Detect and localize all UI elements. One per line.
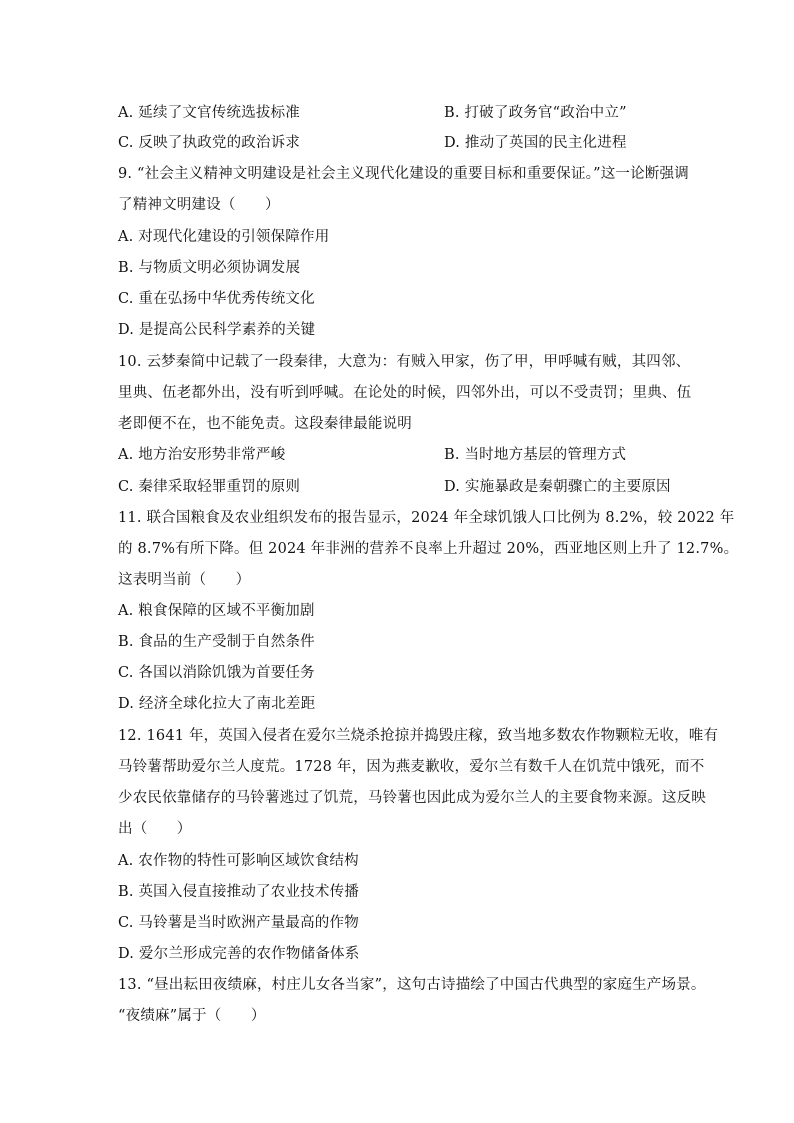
q9-option-c: C. 重在弘扬中华优秀传统文化 xyxy=(118,291,315,307)
q10-stem-line-1: 10. 云梦秦简中记载了一段秦律，大意为：有贼入甲家，伤了甲，甲呼喊有贼，其四邻、 xyxy=(118,354,691,370)
q8-option-c: C. 反映了执政党的政治诉求 xyxy=(118,135,301,151)
q9-stem-line-1: 9. “社会主义精神文明建设是社会主义现代化建设的重要目标和重要保证。”这一论断强调 xyxy=(118,166,689,182)
q13-stem-line-2: “夜绩麻”属于（ ） xyxy=(118,1008,266,1024)
q12-option-b: B. 英国入侵直接推动了农业技术传播 xyxy=(118,884,359,900)
q11-option-b: B. 食品的生产受制于自然条件 xyxy=(118,634,315,650)
q11-stem-line-1: 11. 联合国粮食及农业组织发布的报告显示，2024 年全球饥饿人口比例为 8.2%，较 2022 年 xyxy=(118,510,735,526)
q12-option-a: A. 农作物的特性可影响区域饮食结构 xyxy=(118,853,359,869)
q10-option-d: D. 实施暴政是秦朝骤亡的主要原因 xyxy=(444,479,671,495)
q9-option-b: B. 与物质文明必须协调发展 xyxy=(118,260,301,276)
q12-stem-line-4: 出（ ） xyxy=(118,821,192,837)
q10-option-a: A. 地方治安形势非常严峻 xyxy=(118,447,286,463)
q8-option-d: D. 推动了英国的民主化进程 xyxy=(444,135,627,151)
q11-option-a: A. 粮食保障的区域不平衡加剧 xyxy=(118,603,315,619)
q8-option-b: B. 打破了政务官“政治中立” xyxy=(444,105,627,121)
q11-option-d: D. 经济全球化拉大了南北差距 xyxy=(118,696,316,712)
q10-stem-line-2: 里典、伍老都外出，没有听到呼喊。在论处的时候，四邻外出，可以不受责罚；里典、伍 xyxy=(118,385,692,401)
q12-option-c: C. 马铃薯是当时欧洲产量最高的作物 xyxy=(118,915,359,931)
q12-stem-line-1: 12. 1641 年，英国入侵者在爱尔兰烧杀抢掠并捣毁庄稼，致当地多数农作物颗粒无收，唯有 xyxy=(118,728,719,744)
q8-option-a: A. 延续了文官传统选拔标准 xyxy=(118,105,300,121)
q9-stem-line-2: 了精神文明建设（ ） xyxy=(118,197,280,213)
q9-option-d: D. 是提高公民科学素养的关键 xyxy=(118,322,316,338)
q12-option-d: D. 爱尔兰形成完善的农作物储备体系 xyxy=(118,946,360,962)
q10-option-b: B. 当时地方基层的管理方式 xyxy=(444,447,627,463)
q11-stem-line-3: 这表明当前（ ） xyxy=(118,572,251,588)
q11-option-c: C. 各国以消除饥饿为首要任务 xyxy=(118,665,315,681)
q13-stem-line-1: 13. “昼出耘田夜绩麻，村庄儿女各当家”，这句古诗描绘了中国古代典型的家庭生产场景。 xyxy=(118,977,706,993)
q12-stem-line-2: 马铃薯帮助爱尔兰人度荒。1728 年，因为燕麦歉收，爱尔兰有数千人在饥荒中饿死，而不 xyxy=(118,759,705,775)
q10-stem-line-3: 老即便不在，也不能免责。这段秦律最能说明 xyxy=(118,416,412,432)
q12-stem-line-3: 少农民依靠储存的马铃薯逃过了饥荒，马铃薯也因此成为爱尔兰人的主要食物来源。这反映 xyxy=(118,790,706,806)
q9-option-a: A. 对现代化建设的引领保障作用 xyxy=(118,229,330,245)
q10-option-c: C. 秦律采取轻罪重罚的原则 xyxy=(118,479,301,495)
q11-stem-line-2: 的 8.7%有所下降。但 2024 年非洲的营养不良率上升超过 20%，西亚地区则上升了 12.7%。 xyxy=(118,541,739,557)
